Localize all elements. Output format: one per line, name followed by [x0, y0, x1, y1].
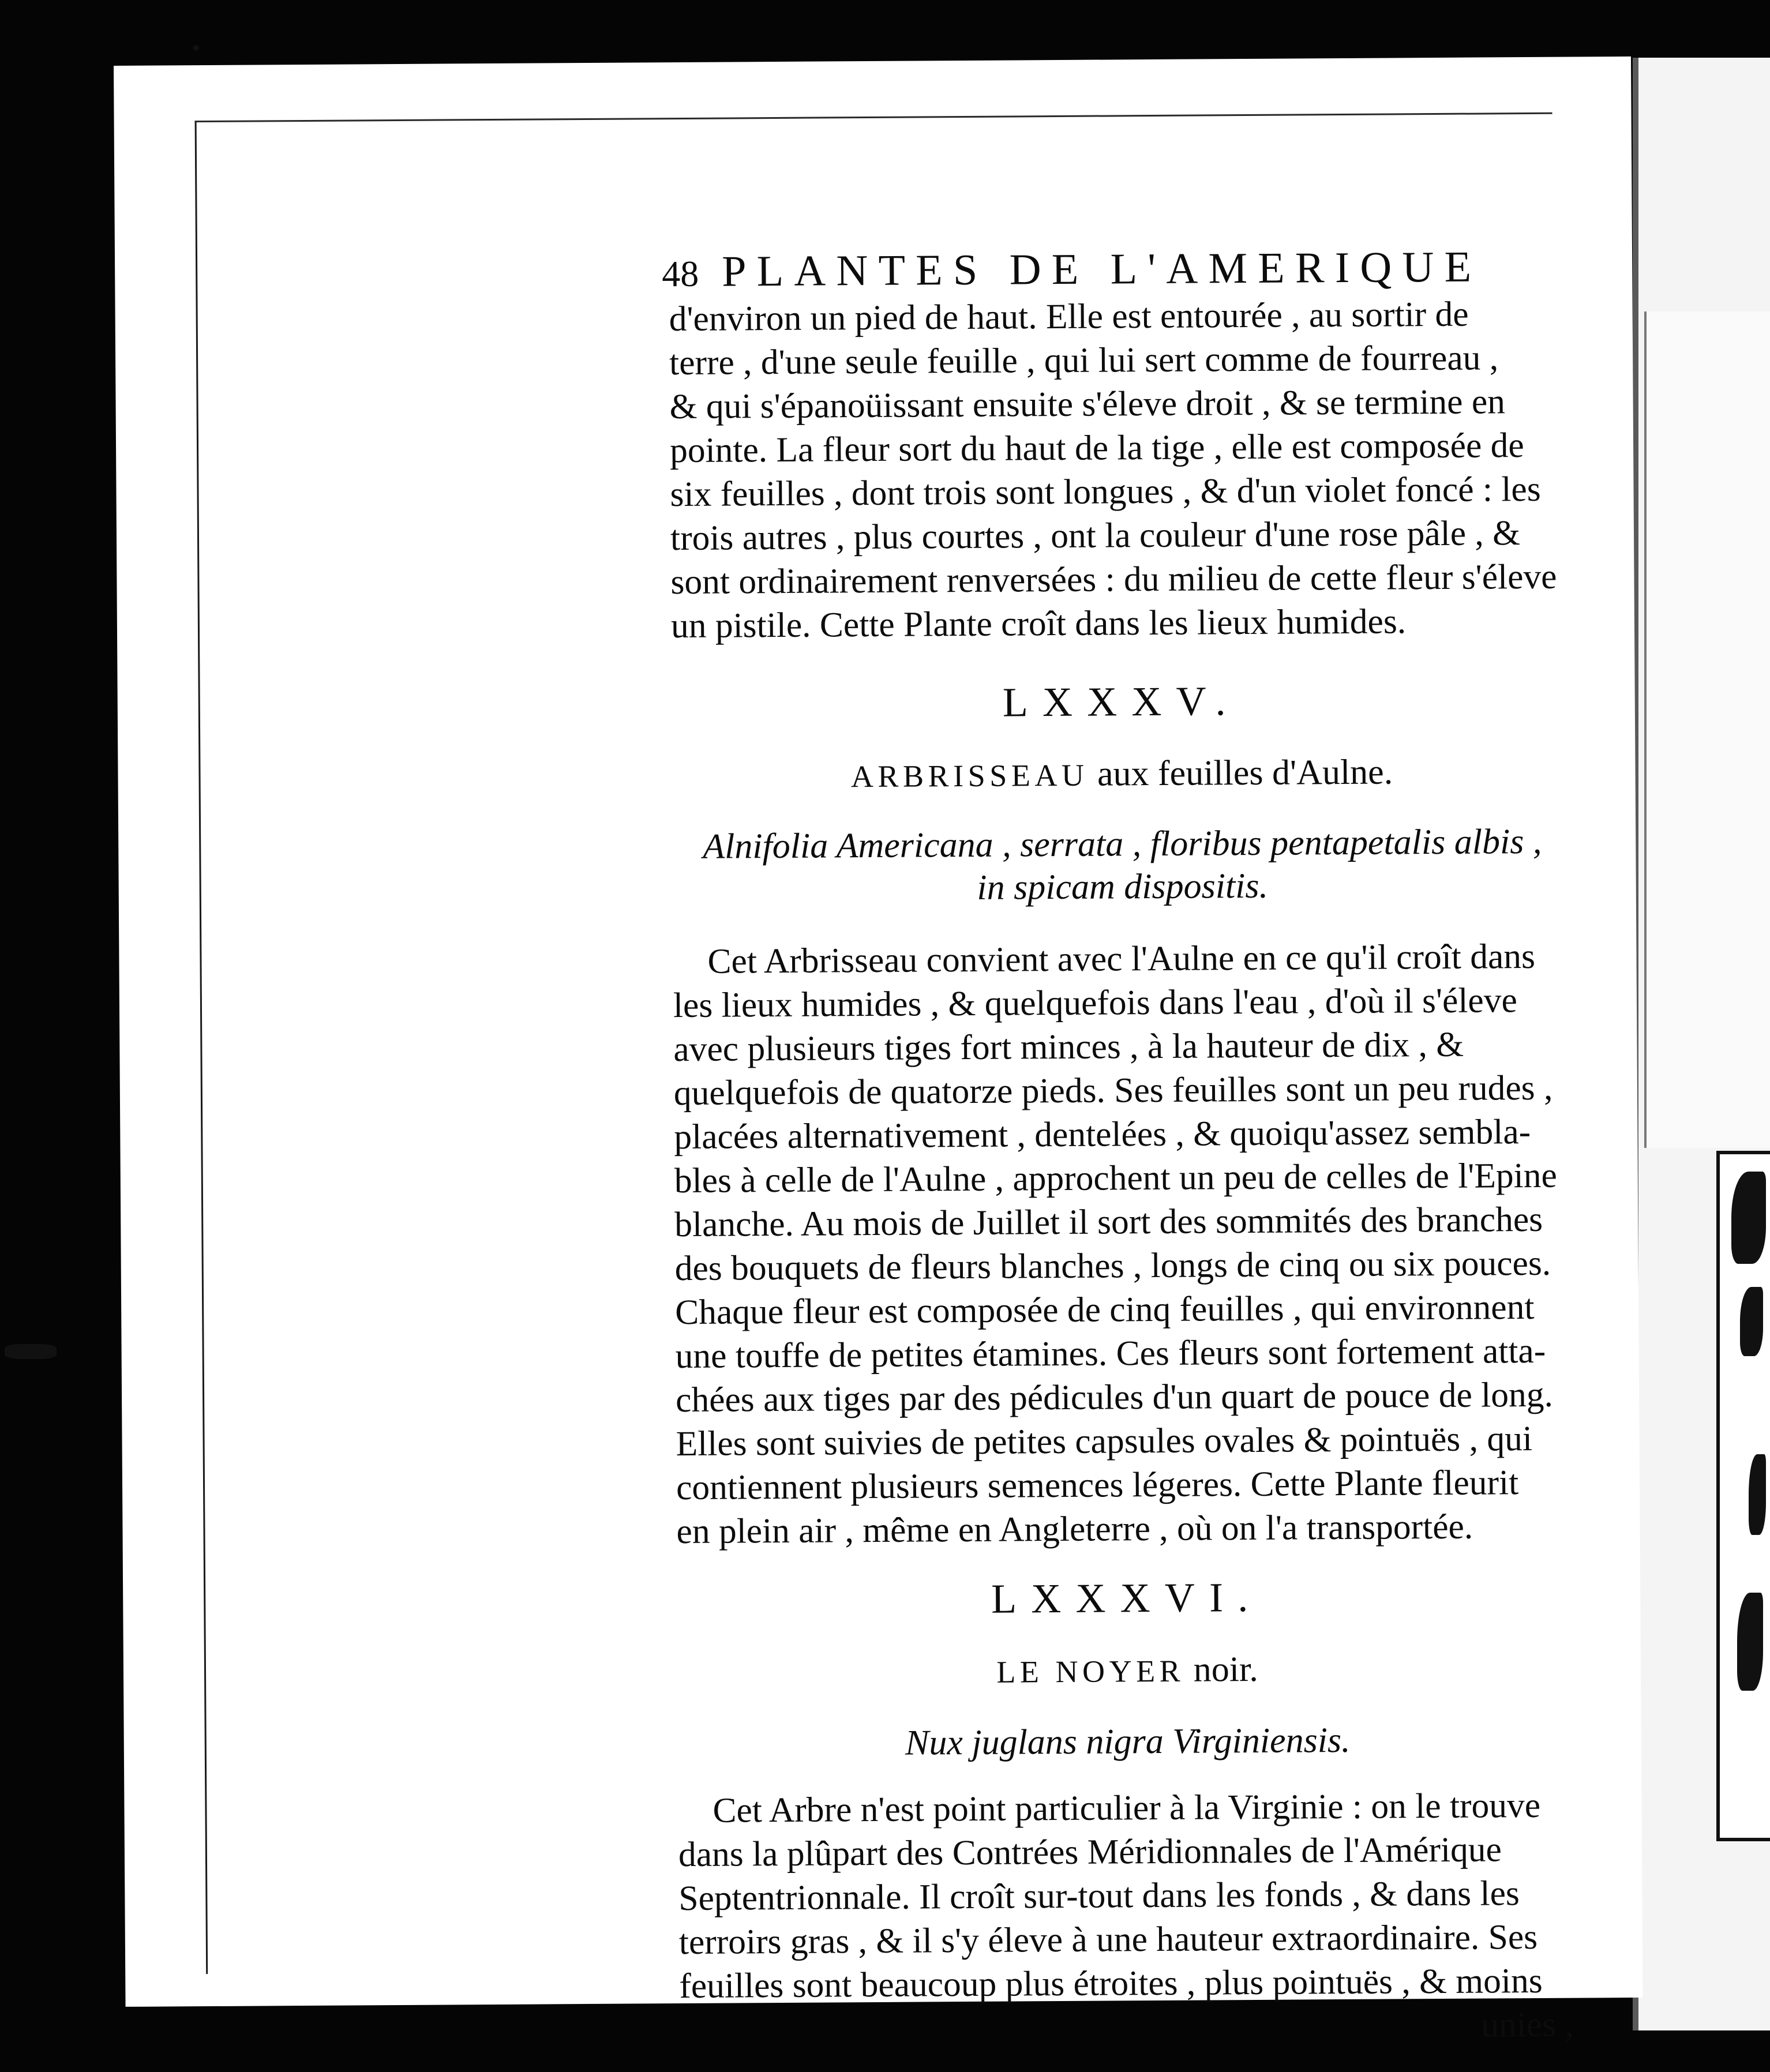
text-line: feuilles sont beaucoup plus étroites , plus pointuës , & moins	[679, 1961, 1543, 2006]
latin-name	[678, 1718, 1578, 1766]
text-line: Cet Arbre n'est point particulier à la Virginie : on le trouve	[712, 1785, 1541, 1830]
section-number: LXXXVI.	[991, 1574, 1263, 1622]
latin-line: Nux juglans nigra Virginiensis.	[905, 1720, 1351, 1763]
section-title-rest: aux feuilles d'Aulne.	[1088, 752, 1393, 794]
text-line: une touffe de petites étamines. Ces fleurs sont fortement atta-	[675, 1331, 1546, 1376]
section-title	[677, 1650, 1577, 1691]
text-line: avec plusieurs tiges fort minces , à la hauteur de dix , &	[673, 1024, 1464, 1069]
text-line: placées alternativement , dentelées , & quoiqu'assez sembla-	[674, 1112, 1531, 1157]
section-title-caps: LE NOYER	[996, 1653, 1185, 1690]
latin-name	[672, 820, 1573, 911]
text-line: en plein air , même en Angleterre , où on l'a transportée.	[676, 1507, 1473, 1552]
text-line: trois autres , plus courtes , ont la couleur d'une rose pâle , &	[670, 513, 1521, 558]
text-line: dans la plûpart des Contrées Méridionnales de l'Amérique	[678, 1830, 1502, 1875]
text-line: pointe. La fleur sort du haut de la tige , elle est composée de	[669, 426, 1524, 471]
facing-page-insert	[1644, 311, 1770, 1148]
continuation-paragraph	[669, 292, 1571, 648]
latin-line: Alnifolia Americana , serrata , floribus pentapetalis albis ,	[703, 821, 1542, 866]
catchword: unies ,	[1481, 2005, 1574, 2045]
section-body	[678, 1784, 1579, 2009]
text-line: des bouquets de fleurs blanches , longs de cinq ou six pouces.	[674, 1243, 1551, 1289]
page-text	[662, 242, 1580, 2052]
running-title: PLANTES DE L'AMERIQUE	[721, 242, 1482, 296]
dust-speck	[5, 1344, 57, 1359]
plate-leaf-mark	[1740, 1287, 1763, 1356]
section-title-caps: ARBRISSEAU	[850, 757, 1089, 794]
book-page	[114, 57, 1643, 2045]
text-line: un pistile. Cette Plante croît dans les lieux humides.	[670, 602, 1407, 646]
text-line: Septentrionnale. Il croît sur-tout dans les fonds , & dans les	[678, 1874, 1520, 1919]
text-line: terroirs gras , & il s'y éleve à une hauteur extraordinaire. Ses	[678, 1917, 1538, 1962]
page-number: 48	[662, 253, 699, 295]
text-line: les lieux humides , & quelquefois dans l'eau , d'où il s'éleve	[673, 981, 1517, 1026]
running-head	[662, 242, 1569, 296]
text-line: contiennent plusieurs semences légeres. Cette Plante fleurit	[676, 1463, 1519, 1508]
text-line: & qui s'épanoüissant ensuite s'éleve droit , & se termine en	[669, 382, 1506, 427]
text-line: Elles sont suivies de petites capsules ovales & pointuës , qui	[676, 1419, 1533, 1464]
text-line: Cet Arbrisseau convient avec l'Aulne en ce qu'il croît dans	[707, 936, 1536, 981]
text-line: six feuilles , dont trois sont longues , & d'un violet foncé : les	[670, 469, 1541, 515]
text-line: bles à celle de l'Aulne , approchent un peu de celles de l'Epine	[674, 1155, 1558, 1201]
text-line: Chaque fleur est composée de cinq feuilles , qui environnent	[675, 1287, 1535, 1332]
dust-speck	[193, 45, 199, 51]
text-line: terre , d'une seule feuille , qui lui sert comme de fourreau ,	[669, 338, 1499, 383]
text-line: d'environ un pied de haut. Elle est entourée , au sortir de	[669, 294, 1469, 339]
section-number: LXXXV.	[1002, 678, 1240, 726]
plate-leaf-mark	[1737, 1593, 1763, 1691]
text-line: chées aux tiges par des pédicules d'un quart de pouce de long.	[675, 1375, 1554, 1420]
plate-leaf-mark	[1749, 1454, 1766, 1535]
section-body	[673, 934, 1576, 1554]
section-title-rest: noir.	[1184, 1649, 1258, 1690]
section-title	[672, 753, 1572, 795]
text-line: blanche. Au mois de Juillet il sort des sommités des branches	[674, 1199, 1543, 1245]
facing-plate-illustration	[1716, 1151, 1770, 1841]
plate-leaf-mark	[1731, 1172, 1766, 1264]
text-line: quelquefois de quatorze pieds. Ses feuilles sont un peu rudes ,	[673, 1068, 1553, 1113]
latin-line: in spicam dispositis.	[977, 866, 1269, 907]
text-line: sont ordinairement renversées : du milieu de cette fleur s'éleve	[670, 557, 1557, 602]
